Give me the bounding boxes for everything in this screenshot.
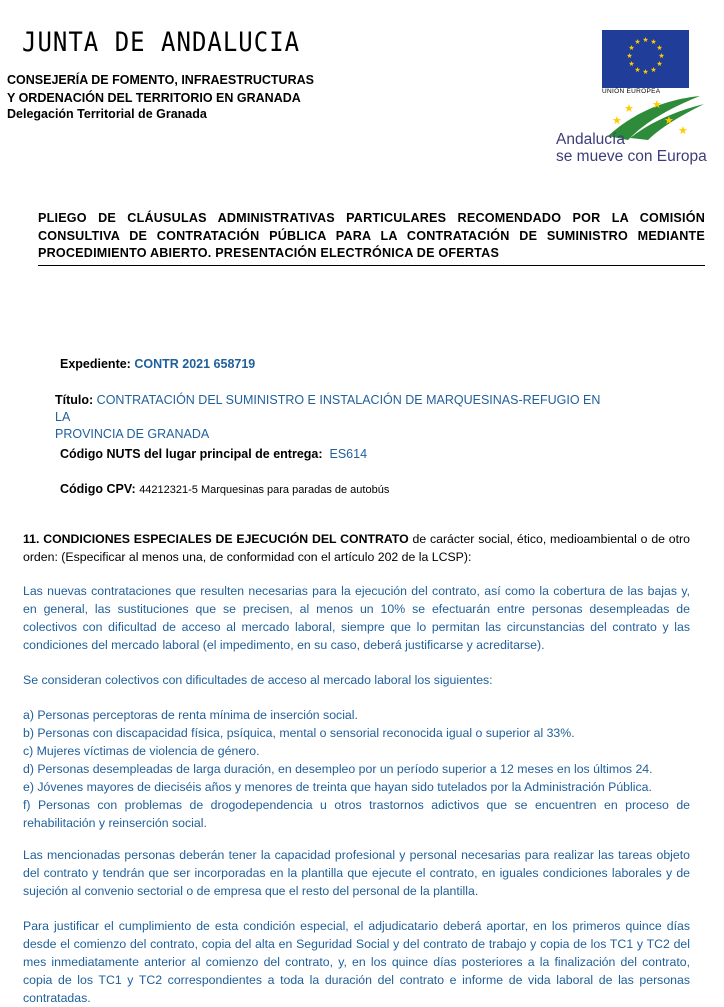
cpv-label: Código CPV: [60,482,136,496]
titulo-value-line-2: PROVINCIA DE GRANADA [55,427,210,441]
expediente-label: Expediente: [60,357,131,371]
collectives-list [23,706,690,832]
svg-text:★: ★ [612,114,622,127]
title-underline [38,265,705,266]
nuts-value: ES614 [329,447,368,461]
list-item: b) Personas con discapacidad física, psíquica, mental o sensorial reconocida igual o superior al 33%. [23,726,575,740]
svg-text:★: ★ [678,124,688,137]
svg-text:★: ★ [634,38,641,46]
expediente-row [60,356,255,373]
paragraph-2: Se consideran colectivos con dificultades de acceso al mercado laboral los siguientes: [23,673,493,687]
document-title: PLIEGO DE CLÁUSULAS ADMINISTRATIVAS PARTICULARES RECOMENDADO POR LA COMISIÓN CONSULTIVA DE CONTRATACIÓN PÚBLICA PARA LA CONTRATACIÓN DE SUMINISTRO MEDIANTE PROCEDIMIENTO ABIERTO. PRESENTACIÓN ELECTRÓNICA DE OFERTAS [38,211,705,260]
svg-text:★: ★ [656,60,663,68]
section-heading-bold: 11. CONDICIONES ESPECIALES DE EJECUCIÓN DEL CONTRATO [23,532,409,546]
nuts-row [60,446,367,463]
delegacion: Delegación Territorial de Granada [7,107,207,121]
list-item: e) Jóvenes mayores de dieciséis años y menores de treinta que hayan sido tutelados por la Administración Pública. [23,780,652,794]
svg-text:★: ★ [624,102,634,115]
cpv-row [60,481,389,499]
expediente-value: CONTR 2021 658719 [134,357,256,371]
org-name: JUNTA DE ANDALUCIA [22,26,301,58]
svg-text:★: ★ [656,44,663,52]
svg-text:★: ★ [652,98,662,111]
paragraph-4: Para justificar el cumplimiento de esta condición especial, el adjudicatario deberá aportar, en los primeros quince días desde el comienzo del contrato, copia del alta en Seguridad Social y del contrato de trabajo y copia de los TC1 y TC2 del mes inmediatamente anterior al comienzo del contrato, y, en los quince días posteriores a la finalización del contrato, copia de los TC1 y TC2 correspondientes a toda la duración del contrato e informe de vida laboral de las personas contratadas. [23,919,690,1005]
consejeria-line-2: Y ORDENACIÓN DEL TERRITORIO EN GRANADA [7,90,301,105]
titulo-row [55,392,615,443]
svg-text:★: ★ [664,114,674,127]
cpv-value: 44212321-5 Marquesinas para paradas de autobús [139,484,390,496]
eu-flag-logo [602,30,689,88]
list-item: f) Personas con problemas de drogodependencia u otros trastornos adictivos que se encuentren en proceso de rehabilitación y reinserción social. [23,798,690,830]
section-heading [23,530,690,566]
list-item: c) Mujeres víctimas de violencia de género. [23,744,260,758]
titulo-value-line-1: CONTRATACIÓN DEL SUMINISTRO E INSTALACIÓN DE MARQUESINAS-REFUGIO EN LA [55,393,601,424]
eu-caption: UNIÓN EUROPEA [602,88,661,95]
section-heading-rest: de carácter social, ético, medioambiental o de otro orden: (Especificar al menos una, de conformidad con el artículo 202 de la LCSP): [23,532,690,564]
svg-text:★: ★ [642,36,649,44]
consejeria-line-1: CONSEJERÍA DE FOMENTO, INFRAESTRUCTURAS [7,73,314,87]
andalucia-logo-text-2: se mueve con Europa [556,148,707,165]
list-item: d) Personas desempleadas de larga duración, en desempleo por un período superior a 12 meses en los últimos 24. [23,762,653,776]
paragraph-1: Las nuevas contrataciones que resulten necesarias para la ejecución del contrato, así como la cobertura de las bajas y, en general, las sustituciones que se precisen, al menos un 10% se efectuarán entre personas desempleadas de colectivos con dificultad de acceso al mercado laboral, siempre que lo permitan las circunstancias del contrato y las condiciones del mercado laboral (el impedimento, en su caso, deberá justificarse y acreditarse). [23,584,690,652]
nuts-label: Código NUTS del lugar principal de entrega: [60,447,323,461]
svg-text:★: ★ [626,52,633,60]
svg-text:★: ★ [634,66,641,74]
svg-text:★: ★ [628,60,635,68]
list-item: a) Personas perceptoras de renta mínima de inserción social. [23,708,358,722]
svg-text:★: ★ [650,38,657,46]
titulo-label: Título: [55,393,94,407]
svg-text:★: ★ [658,52,665,60]
paragraph-3: Las mencionadas personas deberán tener la capacidad profesional y personal necesarias para realizar las tareas objeto del contrato y tendrán que ser incorporadas en la plantilla que ejecute el contrato, en iguales condiciones laborales y de sujeción al convenio sectorial o de empresa que el resto del personal de la plantilla. [23,848,690,898]
svg-text:★: ★ [642,68,649,76]
andalucia-logo-text-1: Andalucía [556,131,625,148]
svg-text:★: ★ [628,44,635,52]
consejeria [7,72,314,107]
svg-text:★: ★ [650,66,657,74]
